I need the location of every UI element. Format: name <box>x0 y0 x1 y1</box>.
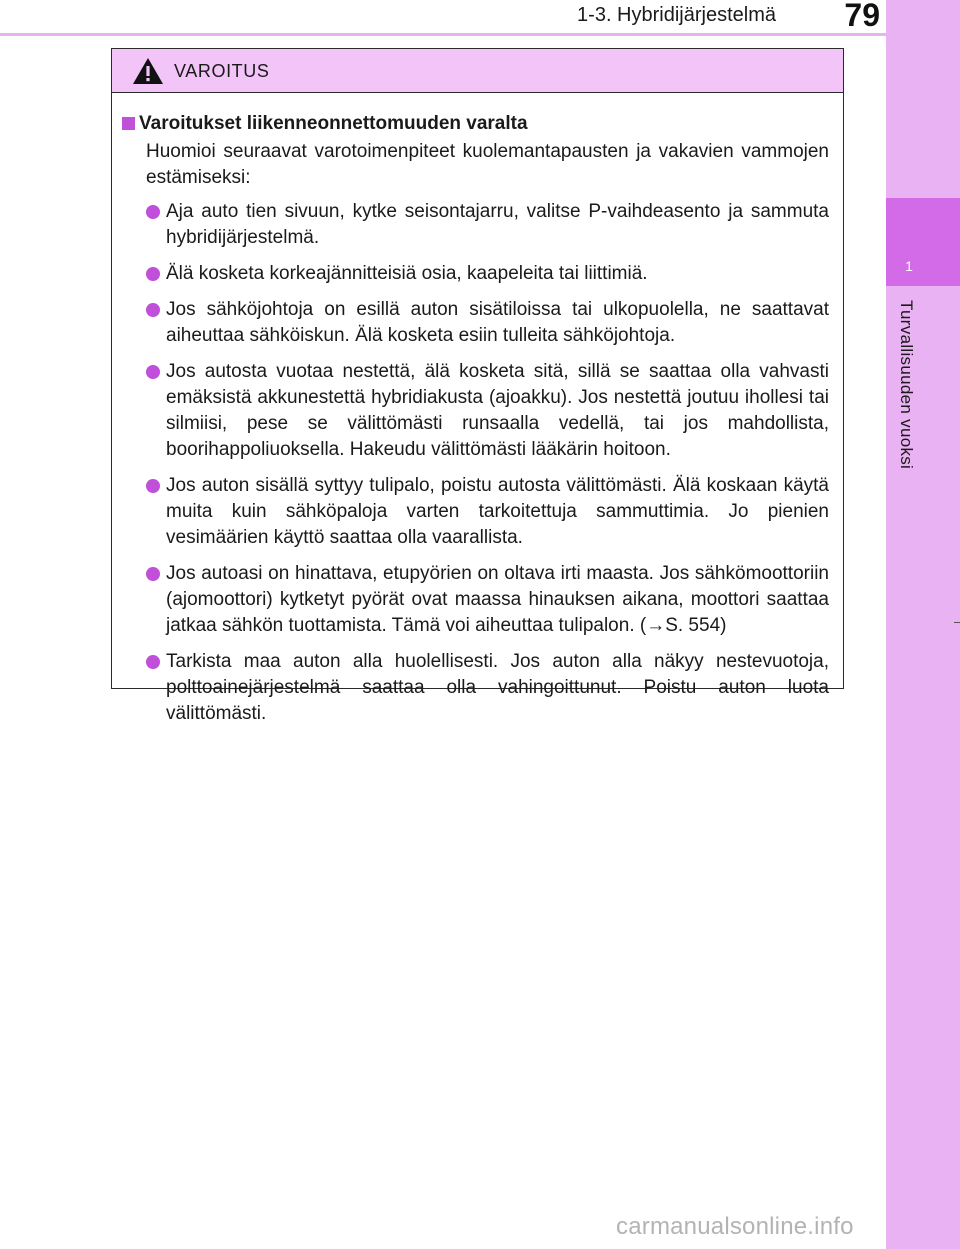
chapter-side-tab <box>886 0 960 1249</box>
list-item-text: Jos autoasi on hinattava, etupyörien on oltava irti maasta. Jos sähkömoottoriin (ajomoottori) kytketyt pyörät ovat maassa hinauksen aikana, moottori saattaa jatkaa sähkön tuottamista. Tämä voi aiheuttaa tulipalon. (→S. 554) <box>166 563 829 636</box>
warning-triangle-icon <box>132 57 164 85</box>
side-tick-mark <box>954 622 960 623</box>
circle-bullet-icon <box>146 567 160 581</box>
circle-bullet-icon <box>146 479 160 493</box>
warning-list <box>122 199 829 727</box>
warning-box <box>111 48 844 724</box>
list-item <box>122 297 829 349</box>
list-item-text: Jos auton sisällä syttyy tulipalo, poistu autosta välittömästi. Älä koskaan käytä muita kuin sähköpaloja varten tarkoitettuja sammuttimia. Jo pienien vesimäärien käyttö saattaa olla vaarallista. <box>166 475 829 548</box>
list-item <box>122 473 829 551</box>
section-heading-text: Varoitukset liikenneonnettomuuden varalta <box>139 113 528 134</box>
warning-header <box>112 49 843 93</box>
list-item <box>122 359 829 463</box>
list-item <box>122 561 829 639</box>
list-item-text: Aja auto tien sivuun, kytke seisontajarru, valitse P-vaihdeasento ja sammuta hybridijärjestelmä. <box>166 201 829 248</box>
intro-paragraph: Huomioi seuraavat varotoimenpiteet kuolemantapausten ja vakavien vammojen estämiseksi: <box>146 141 829 188</box>
page-number: 79 <box>844 0 880 33</box>
section-heading <box>122 111 829 137</box>
circle-bullet-icon <box>146 655 160 669</box>
warning-body <box>112 93 843 727</box>
circle-bullet-icon <box>146 267 160 281</box>
square-bullet-icon <box>122 117 135 130</box>
chapter-number: 1 <box>905 258 913 274</box>
list-item-text: Jos autosta vuotaa nestettä, älä kosketa sitä, sillä se saattaa olla vahvasti emäksistä akkunestettä hybridiakusta (ajoakku). Jos nestettä joutuu ihollesi tai silmiisi, pese se välittömästi runsaalla vedellä, tai jos mahdollista, boorihappoliuoksella. Hakeudu välittömästi lääkärin hoitoon. <box>166 361 829 460</box>
section-title: 1-3. Hybridijärjestelmä <box>577 4 776 26</box>
watermark: carmanualsonline.info <box>616 1213 854 1240</box>
list-item <box>122 199 829 251</box>
list-item-text: Tarkista maa auton alla huolellisesti. Jos auton alla näkyy nestevuotoja, polttoainejärjestelmä saattaa olla vahingoittunut. Poistu auton luota välittömästi. <box>166 651 829 724</box>
list-item-text: Jos sähköjohtoja on esillä auton sisätiloissa tai ulkopuolella, ne saattavat aiheuttaa sähköiskun. Älä kosketa esiin tulleita sähköjohtoja. <box>166 299 829 346</box>
list-item-text: Älä kosketa korkeajännitteisiä osia, kaapeleita tai liittimiä. <box>166 263 648 284</box>
header-rule <box>0 33 886 36</box>
circle-bullet-icon <box>146 205 160 219</box>
list-item <box>122 649 829 727</box>
circle-bullet-icon <box>146 303 160 317</box>
circle-bullet-icon <box>146 365 160 379</box>
chapter-title: Turvallisuuden vuoksi <box>897 300 916 470</box>
warning-title: VAROITUS <box>174 61 270 81</box>
list-item <box>122 261 829 287</box>
